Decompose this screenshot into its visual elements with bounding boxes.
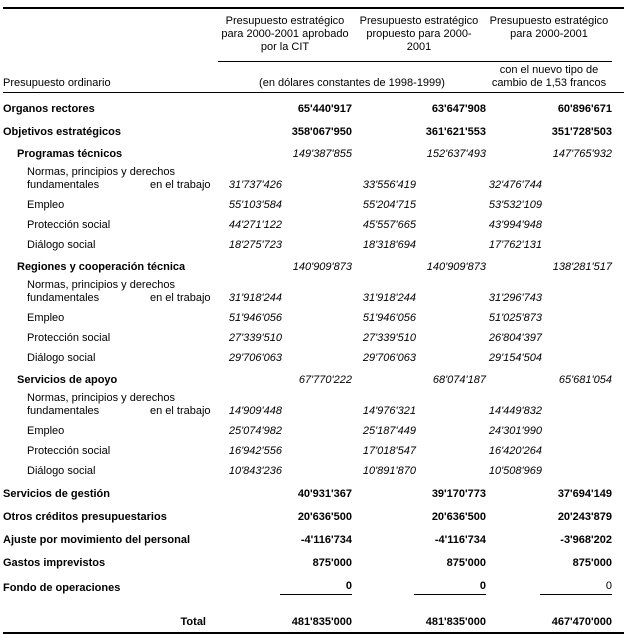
row-label: Empleo xyxy=(27,425,65,437)
row-label: Organos rectores xyxy=(3,103,95,115)
value-cell-col1: 51'946'056 xyxy=(228,312,282,324)
table-subheader xyxy=(3,62,624,93)
row-label: Empleo xyxy=(27,312,65,324)
value-cell-col1: 25'074'982 xyxy=(228,425,282,437)
value-cell-col2: 55'204'715 xyxy=(362,199,416,211)
row-label: Servicios de apoyo xyxy=(17,374,118,386)
table-row xyxy=(3,441,624,461)
table-row xyxy=(3,481,624,504)
value-cell-col2: 152'637'493 xyxy=(426,148,486,160)
value-cell-col2: 51'946'056 xyxy=(362,312,416,324)
value-cell-col1 xyxy=(218,580,352,598)
table-row xyxy=(3,461,624,481)
row-label-line: Normas, principios y derechos xyxy=(27,279,175,291)
value-cell-col2: 14'976'321 xyxy=(362,405,416,417)
value-cell-col1: 14'909'448 xyxy=(228,405,282,417)
value-cell-col2: 31'918'244 xyxy=(362,292,416,304)
row-label: Programas técnicos xyxy=(17,148,123,160)
value-cell-col1: 140'909'873 xyxy=(292,261,352,273)
row-label-line: Normas, principios y derechos xyxy=(27,166,175,178)
table-body xyxy=(3,96,624,632)
row-label xyxy=(3,279,218,308)
value-cell-col3: 24'301'990 xyxy=(488,425,542,437)
row-label: Fondo de operaciones xyxy=(3,582,121,594)
value-cell-col1: 875'000 xyxy=(312,557,352,569)
table-row xyxy=(3,504,624,527)
value-cell-col1: 65'440'917 xyxy=(297,103,352,115)
value-cell-col1: 16'942'556 xyxy=(228,445,282,457)
value-cell-col3: 60'896'671 xyxy=(557,103,612,115)
value-cell-col2: 33'556'419 xyxy=(362,179,416,191)
column-header-1 xyxy=(218,9,352,62)
value-cell-col1: 481'835'000 xyxy=(291,616,352,628)
row-label-text: fundamentales xyxy=(27,292,100,304)
table-row xyxy=(3,96,624,119)
value-cell-col2: 63'647'908 xyxy=(431,103,486,115)
column-header-line: propuesto para 2000- xyxy=(366,28,472,40)
value-cell-col3: 65'681'054 xyxy=(558,374,612,386)
row-label-text: fundamentales xyxy=(27,179,100,191)
zero-value-underlined: 0 xyxy=(280,580,352,595)
value-cell-col3: 10'508'969 xyxy=(488,465,542,477)
row-label: Objetivos estratégicos xyxy=(3,126,121,138)
value-cell-col1: 67'770'222 xyxy=(298,374,352,386)
column-header-2 xyxy=(352,9,486,62)
table-row xyxy=(3,601,624,632)
row-label: Protección social xyxy=(27,219,111,231)
value-cell-col1: 40'931'367 xyxy=(297,488,352,500)
value-cell-col3: 32'476'744 xyxy=(488,179,542,191)
row-label-tab: en el trabajo xyxy=(150,292,211,304)
row-label-line xyxy=(27,405,218,418)
exchange-rate-note xyxy=(486,64,612,92)
value-cell-col2: 875'000 xyxy=(446,557,486,569)
column-header-3 xyxy=(486,9,612,62)
row-label-line xyxy=(27,292,218,305)
value-cell-col3: -3'968'202 xyxy=(560,534,612,546)
exchange-rate-note-line: cambio de 1,53 francos xyxy=(491,77,607,89)
row-label: Total xyxy=(180,616,206,628)
value-cell-col2: 10'891'870 xyxy=(362,465,416,477)
value-cell-col1: 149'387'855 xyxy=(292,148,352,160)
value-cell-col1: 27'339'510 xyxy=(228,332,282,344)
value-cell-col3: 14'449'832 xyxy=(488,405,542,417)
table-row xyxy=(3,235,624,255)
table-row xyxy=(3,142,624,164)
value-cell-col3: 875'000 xyxy=(572,557,612,569)
table-row xyxy=(3,573,624,598)
value-cell-col3: 31'296'743 xyxy=(488,292,542,304)
row-label-line: Normas, principios y derechos xyxy=(27,392,175,404)
row-label: Servicios de gestión xyxy=(3,488,110,500)
value-cell-col2: 25'187'449 xyxy=(362,425,416,437)
row-label: Empleo xyxy=(27,199,65,211)
row-label: Gastos imprevistos xyxy=(3,557,106,569)
value-cell-col3: 51'025'873 xyxy=(488,312,542,324)
table-row xyxy=(3,550,624,573)
table-row xyxy=(3,421,624,441)
row-label-text: fundamentales xyxy=(27,405,100,417)
column-header-line: para 2000-2001 aprobado xyxy=(221,28,349,40)
value-cell-col1: 18'275'723 xyxy=(228,239,282,251)
value-cell-col2: 27'339'510 xyxy=(362,332,416,344)
value-cell-col3: 26'804'397 xyxy=(488,332,542,344)
table-header xyxy=(3,9,624,62)
value-cell-col3: 467'470'000 xyxy=(551,616,612,628)
value-cell-col3: 17'762'131 xyxy=(488,239,542,251)
value-cell-col1: -4'116'734 xyxy=(300,534,352,546)
zero-value-underlined: 0 xyxy=(414,580,486,595)
table-row xyxy=(3,195,624,215)
value-cell-col3: 20'243'879 xyxy=(557,511,612,523)
value-cell-col1: 29'706'063 xyxy=(228,352,282,364)
value-cell-col2: 18'318'694 xyxy=(362,239,416,251)
value-cell-col1: 358'067'950 xyxy=(291,126,352,138)
value-cell-col2: 20'636'500 xyxy=(431,511,486,523)
table-row xyxy=(3,390,624,421)
value-cell-col2: 481'835'000 xyxy=(425,616,486,628)
row-label: Diálogo social xyxy=(27,239,96,251)
value-cell-col1: 55'103'584 xyxy=(228,199,282,211)
column-header-line: para 2000-2001 xyxy=(510,28,588,40)
value-cell-col2: 68'074'187 xyxy=(432,374,486,386)
value-cell-col1: 31'918'244 xyxy=(228,292,282,304)
exchange-rate-note-line: con el nuevo tipo de xyxy=(499,64,599,76)
value-cell-col3: 138'281'517 xyxy=(552,261,612,273)
value-cell-col1: 20'636'500 xyxy=(297,511,352,523)
table-row xyxy=(3,348,624,368)
table-row xyxy=(3,527,624,550)
row-label xyxy=(3,392,218,421)
value-cell-col2: 45'557'665 xyxy=(362,219,416,231)
row-label: Regiones y cooperación técnica xyxy=(17,261,186,273)
table-row xyxy=(3,368,624,390)
value-cell-col1: 31'737'426 xyxy=(228,179,282,191)
value-cell-col3: 351'728'503 xyxy=(551,126,612,138)
value-cell-col3: 53'532'109 xyxy=(488,199,542,211)
row-label: Diálogo social xyxy=(27,352,96,364)
row-label xyxy=(3,166,218,195)
value-cell-col3: 147'765'932 xyxy=(552,148,612,160)
value-cell-col2: 17'018'547 xyxy=(362,445,416,457)
row-label: Ajuste por movimiento del personal xyxy=(3,534,191,546)
table-row xyxy=(3,308,624,328)
row-label: Protección social xyxy=(27,445,111,457)
table-row xyxy=(3,164,624,195)
table-row xyxy=(3,119,624,142)
row-label: Diálogo social xyxy=(27,465,96,477)
row-label-tab: en el trabajo xyxy=(150,179,211,191)
value-cell-col2: 140'909'873 xyxy=(426,261,486,273)
column-header-line: Presupuesto estratégico xyxy=(359,15,479,27)
header-spacer xyxy=(3,9,218,62)
value-cell-col1: 10'843'236 xyxy=(228,465,282,477)
value-cell-col1: 44'271'122 xyxy=(228,219,282,231)
value-cell-col3: 37'694'149 xyxy=(557,488,612,500)
value-cell-col2: -4'116'734 xyxy=(434,534,486,546)
table-row xyxy=(3,328,624,348)
value-cell-col2: 361'621'553 xyxy=(425,126,486,138)
table-row xyxy=(3,255,624,277)
table-row xyxy=(3,215,624,235)
value-cell-col3 xyxy=(486,580,612,598)
zero-value-underlined: 0 xyxy=(540,580,612,595)
column-header-line: Presupuesto estratégico xyxy=(489,15,609,27)
currency-note: (en dólares constantes de 1998-1999) xyxy=(259,77,445,89)
row-label: Protección social xyxy=(27,332,111,344)
value-cell-col3: 29'154'504 xyxy=(488,352,542,364)
column-header-line: 2001 xyxy=(406,41,432,53)
value-cell-col2: 39'170'773 xyxy=(431,488,486,500)
row-header-label: Presupuesto ordinario xyxy=(3,77,111,89)
value-cell-col2: 29'706'063 xyxy=(362,352,416,364)
table-row xyxy=(3,277,624,308)
column-header-line: por la CIT xyxy=(260,41,310,53)
budget-table-document xyxy=(3,7,624,634)
value-cell-col2 xyxy=(352,580,486,598)
row-label-line xyxy=(27,179,218,192)
row-label: Otros créditos presupuestarios xyxy=(3,511,167,523)
row-label-tab: en el trabajo xyxy=(150,405,211,417)
column-header-line: Presupuesto estratégico xyxy=(225,15,345,27)
value-cell-col3: 16'420'264 xyxy=(488,445,542,457)
value-cell-col3: 43'994'948 xyxy=(488,219,542,231)
